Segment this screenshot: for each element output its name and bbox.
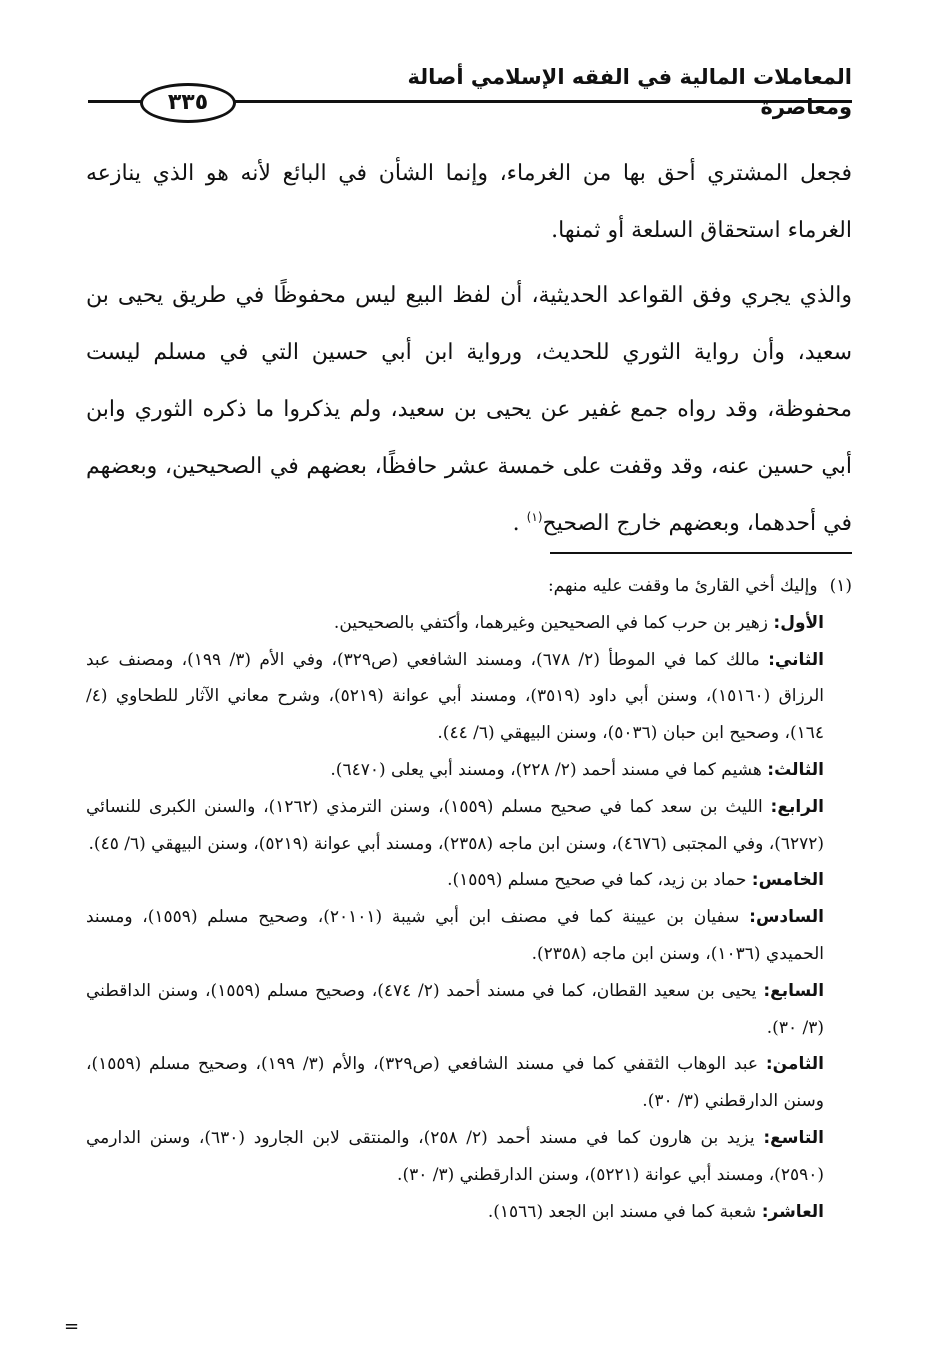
entry-ordinal: الرابع:: [770, 796, 824, 817]
footnote-entry: [86, 789, 852, 863]
footnote-entry: [86, 1194, 852, 1231]
footnote-entry: [86, 1046, 852, 1120]
running-title: المعاملات المالية في الفقه الإسلامي أصالة ومعاصرة: [407, 65, 852, 119]
main-text: [86, 145, 852, 552]
entry-text: زهير بن حرب كما في الصحيحين وغيرهما، وأكتفي بالصحيحين.: [333, 612, 768, 633]
footnote-separator: [550, 552, 852, 554]
continuation-mark: =: [64, 1316, 80, 1337]
footnotes: [86, 568, 852, 1230]
paragraph-end-punctuation: .: [512, 511, 520, 536]
footnote-entry: [86, 899, 852, 973]
entry-text: هشيم كما في مسند أحمد (٢/ ٢٢٨)، ومسند أبي يعلى (٦٤٧٠).: [330, 759, 762, 780]
entry-ordinal: الثالث:: [767, 759, 824, 780]
entry-ordinal: التاسع:: [763, 1127, 824, 1148]
entry-ordinal: الثامن:: [765, 1054, 824, 1075]
footnote-entry: [86, 642, 852, 752]
entry-ordinal: الخامس:: [751, 870, 824, 891]
entry-text: حماد بن زيد، كما في صحيح مسلم (١٥٥٩).: [447, 870, 747, 891]
paragraph-text: والذي يجري وفق القواعد الحديثية، أن لفظ البيع ليس محفوظًا في طريق يحيى بن سعيد، وأن رواية الثوري للحديث، ورواية ابن أبي حسين التي في مسلم ليست محفوظة، وقد رواه جمع غفير عن يحيى بن سعيد، ولم يذكروا ما ذكره الثوري وابن أبي حسين عنه، وقد وقفت على خمسة عشر حافظًا، بعضهم في الصحيحين، وبعضهم في أحدهما، وبعضهم خارج الصحيح: [86, 283, 852, 536]
footnote-reference[interactable]: (١): [526, 510, 543, 524]
entry-ordinal: السابع:: [763, 980, 825, 1001]
entry-text: عبد الوهاب الثقفي كما في مسند الشافعي (ص٣٢٩)، والأم (٣/ ١٩٩)، وصحيح مسلم (١٥٥٩)، وسنن الدارقطني (٣/ ٣٠).: [86, 1054, 824, 1112]
entry-text: مالك كما في الموطأ (٢/ ٦٧٨)، ومسند الشافعي (ص٣٢٩)، وفي الأم (٣/ ١٩٩)، ومصنف عبد الرزاق (١٥١٦٠)، وسنن أبي داود (٣٥١٩)، ومسند أبي عوانة (٥٢١٩)، وشرح معاني الآثار للطحاوي (٤/ ١٦٤)، وصحيح ابن حبان (٥٠٣٦)، وسنن البيهقي (٦/ ٤٤).: [86, 649, 824, 744]
footnote-entry: [86, 1120, 852, 1194]
paragraph: [86, 145, 852, 259]
paragraph-text: فجعل المشتري أحق بها من الغرماء، وإنما الشأن في البائع لأنه هو الذي ينازعه الغرماء استحقاق السلعة أو ثمنها.: [86, 161, 852, 243]
footnote-entry: [86, 752, 852, 789]
paragraph: [86, 267, 852, 552]
entry-text: سفيان بن عيينة كما في مصنف ابن أبي شيبة (٢٠١٠١)، وصحيح مسلم (١٥٥٩)، ومسند الحميدي (١٠٣٦)، وسنن ابن ماجه (٢٣٥٨).: [86, 907, 824, 964]
entry-text: يحيى بن سعيد القطان، كما في مسند أحمد (٢/ ٤٧٤)، وصحيح مسلم (١٥٥٩)، وسنن الداقطني (٣/ ٣٠).: [86, 980, 824, 1038]
entry-ordinal: الأول:: [773, 612, 824, 633]
footnote-entry: [86, 605, 852, 642]
footnote-entry: [86, 973, 852, 1047]
footnote-intro-text: وإليك أخي القارئ ما وقفت عليه منهم:: [547, 576, 818, 596]
entry-text: شعبة كما في مسند ابن الجعد (١٥٦٦).: [487, 1201, 757, 1222]
entry-ordinal: العاشر:: [761, 1201, 824, 1222]
footnote-entry: [86, 862, 852, 899]
page-number-badge: ٣٣٥: [140, 83, 236, 123]
entry-text: الليث بن سعد كما في صحيح مسلم (١٥٥٩)، وسنن الترمذي (١٢٦٢)، والسنن الكبرى للنسائي (٦٢٧٢)، وفي المجتبى (٤٦٧٦)، وسنن ابن ماجه (٢٣٥٨)، ومسند أبي عوانة (٥٢١٩)، وسنن البيهقي (٦/ ٤٥).: [86, 796, 824, 854]
entry-text: يزيد بن هارون كما في مسند أحمد (٢/ ٢٥٨)، والمنتقى لابن الجارود (٦٣٠)، وسنن الدارمي (٢٥٩٠)، ومسند أبي عوانة (٥٢٢١)، وسنن الدارقطني (٣/ ٣٠).: [86, 1127, 824, 1185]
footnote-intro: [86, 568, 852, 605]
footnote-number: (١): [829, 576, 852, 596]
entry-ordinal: السادس:: [749, 907, 825, 928]
entry-ordinal: الثاني:: [768, 649, 824, 670]
